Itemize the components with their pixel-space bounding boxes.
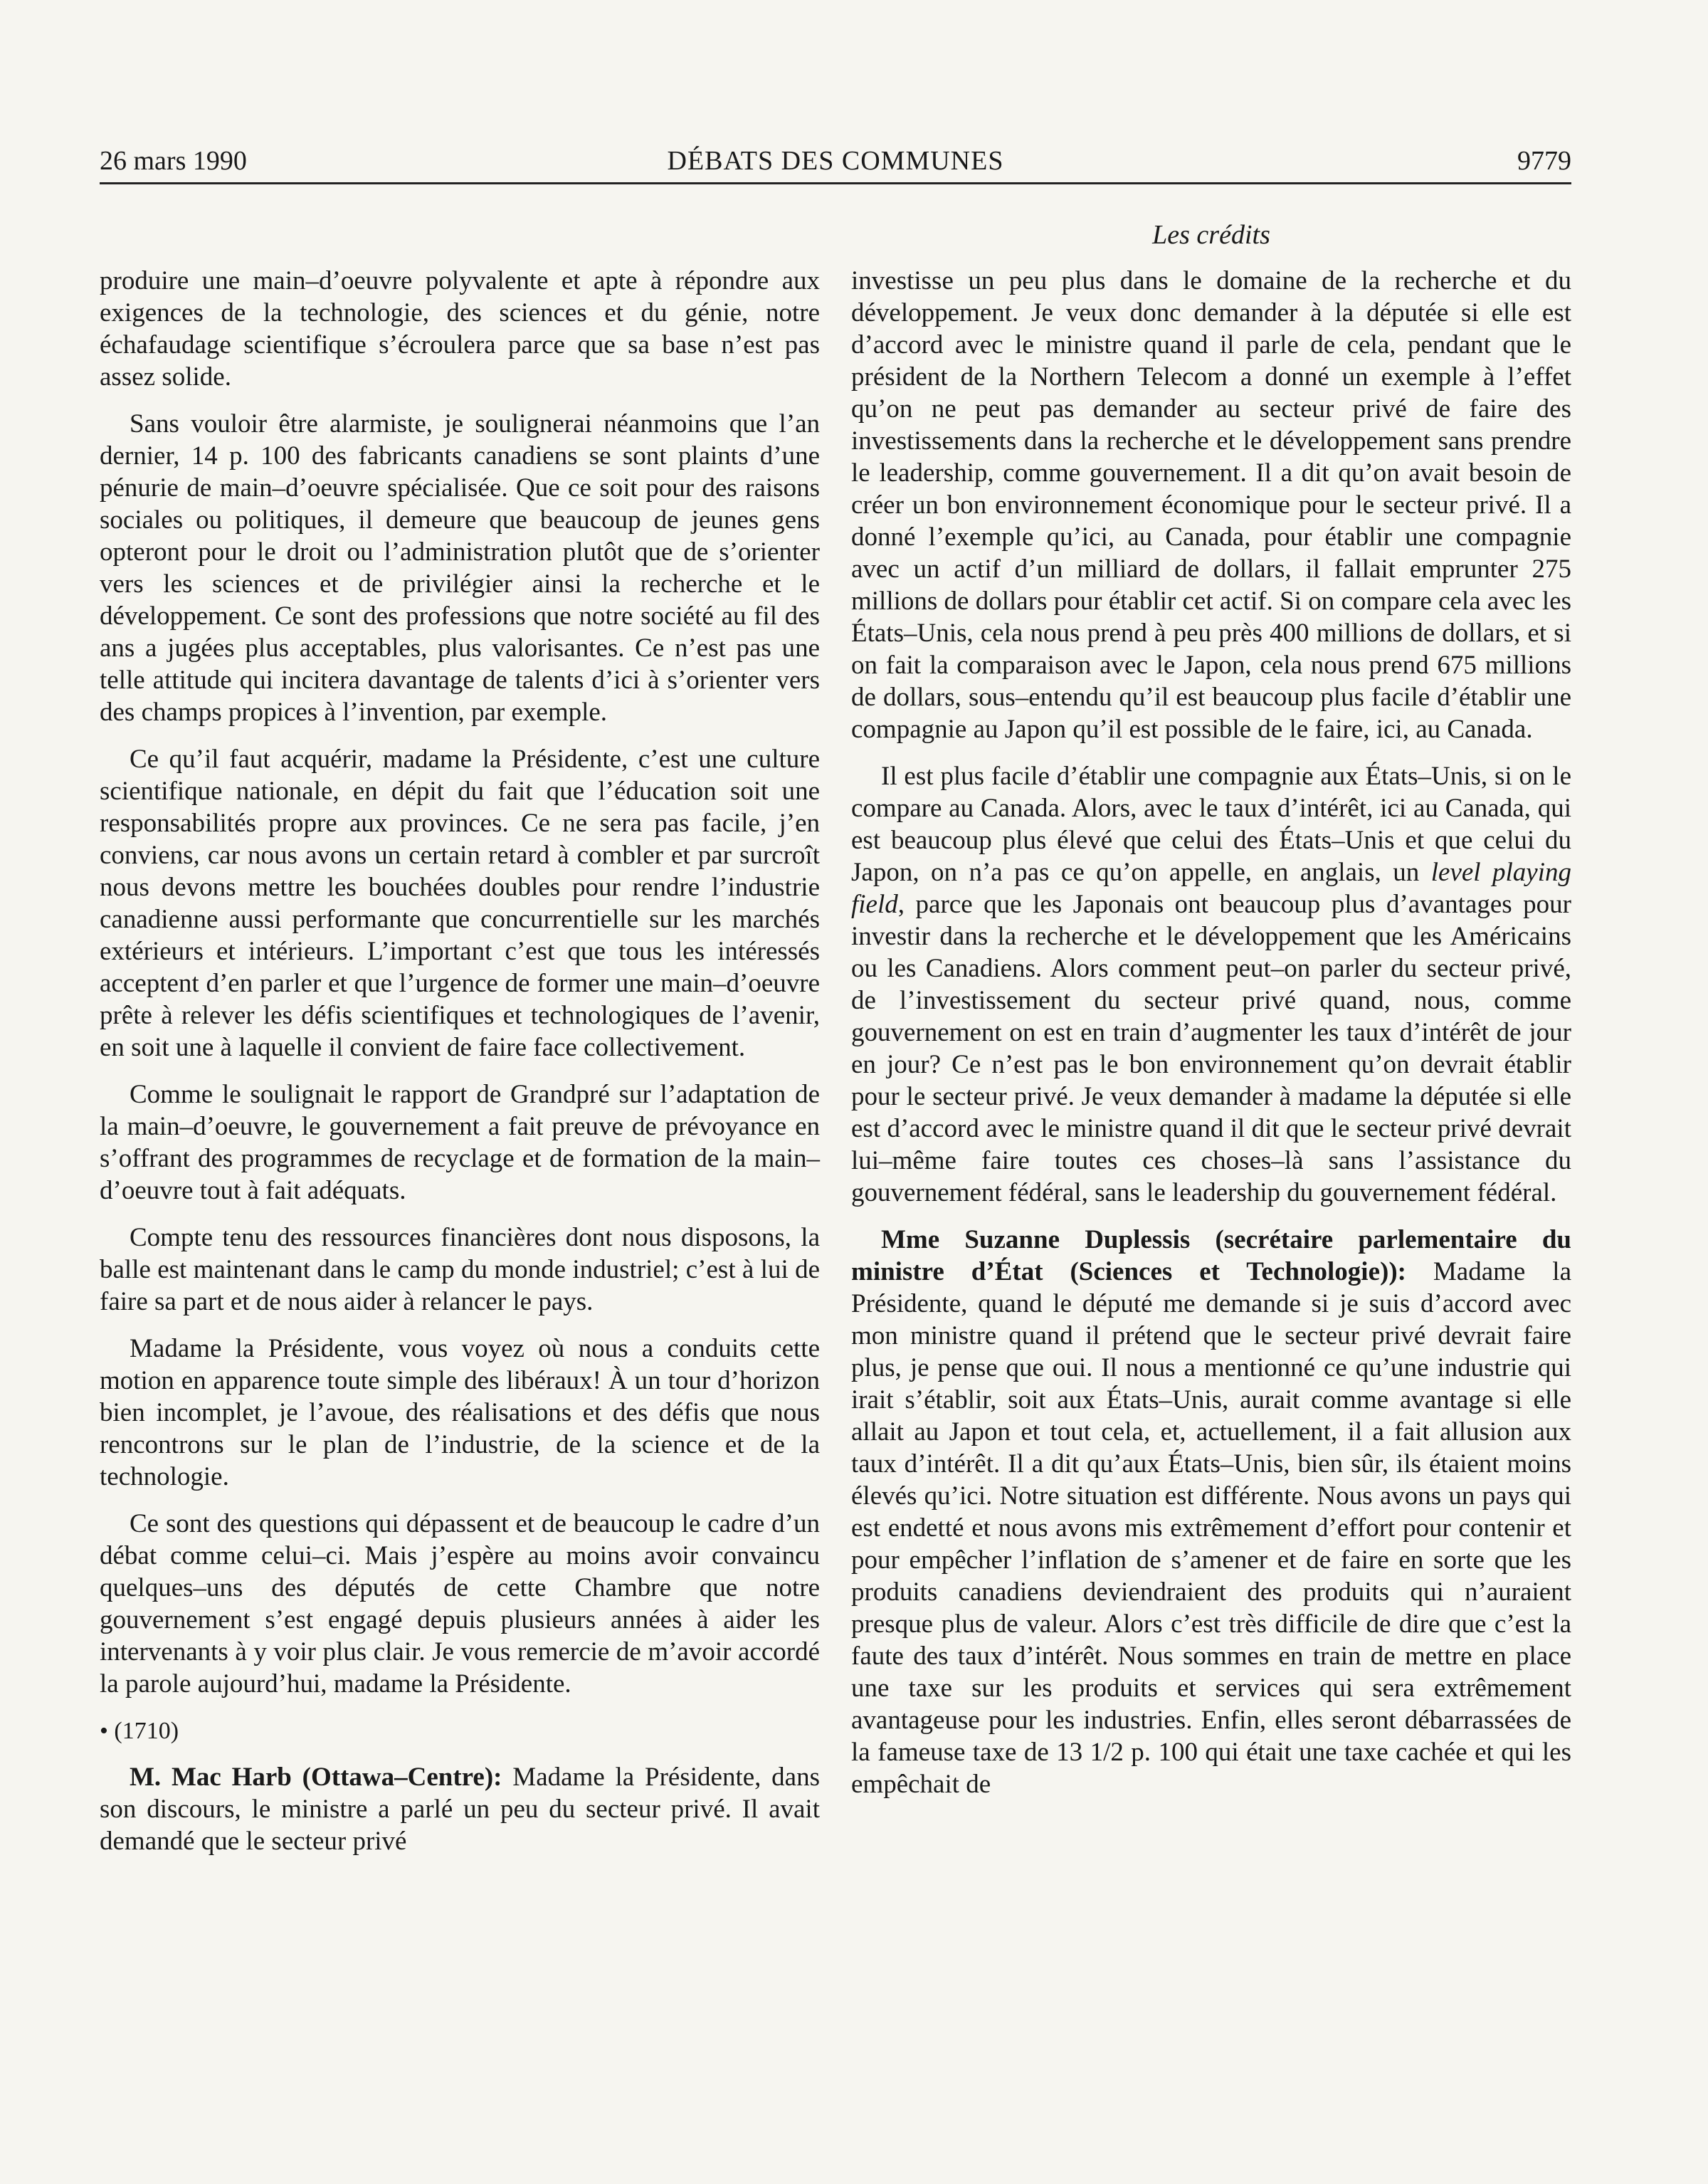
italic-phrase: level playing field	[851, 858, 1571, 919]
section-title: Les crédits	[1152, 220, 1270, 250]
paragraph: Compte tenu des ressources financières dont nous disposons, la balle est maintenant dans le camp du monde industriel; c’est à lui de faire sa part et de nous aider à relancer le pays.	[100, 1223, 820, 1316]
paragraph: Comme le soulignait le rapport de Grandpré sur l’adaptation de la main–d’oeuvre, le gouvernement a fait preuve de prévoyance en s’offrant des programmes de recyclage et de formation de la main–d’oeuvre tout à fait adéquats.	[100, 1080, 820, 1205]
paragraph: Ce qu’il faut acquérir, madame la Présidente, c’est une culture scientifique nationale, en dépit du fait que l’éducation soit une responsabilités propre aux provinces. Ce ne sera pas facile, j’en conviens, car nous avons un certain retard à combler et par surcroît nous devons mettre les bouchées doubles pour rendre l’industrie canadienne aussi performante que concurrentielle sur les marchés extérieurs et intérieurs. L’important c’est que tous les intéressés acceptent d’en parler et que l’urgence de former une main–d’oeuvre prête à relever les défis scientifiques et technologiques de l’avenir, en soit une à laquelle il convient de faire face collectivement.	[100, 745, 820, 1062]
paragraph: Madame la Présidente, vous voyez où nous a conduits cette motion en apparence toute simple des libéraux! À un tour d’horizon bien incomplet, je l’avoue, des réalisations et des défis que nous rencontrons sur le plan de l’industrie, de la science et de la technologie.	[100, 1334, 820, 1491]
paragraph: investisse un peu plus dans le domaine de la recherche et du développement. Je veux donc demander à la députée si elle est d’accord avec le ministre quand il parle de cela, pendant que le président de la Northern Telecom a donné un exemple à l’effet qu’on ne peut pas demander au secteur privé de faire des investissements dans la recherche et le développement sans prendre le leadership, comme gouvernement. Il a dit qu’on avait besoin de créer un bon environnement économique pour le secteur privé. Il a donné l’exemple qu’ici, au Canada, pour établir une compagnie avec un actif d’un milliard de dollars, il fallait emprunter 275 millions de dollars pour établir cet actif. Si on compare cela avec les États–Unis, cela nous prend à peu près 400 millions de dollars, et si on fait la comparaison avec le Japon, cela nous prend 675 millions de dollars, sous–entendu qu’il est beaucoup plus facile d’établir une compagnie au Japon qu’il est possible de le faire, ici, au Canada.	[851, 266, 1571, 744]
text-run: Il est plus facile d’établir une compagnie aux États–Unis, si on le compare au Canada. Alors, avec le taux d’intérêt, ici au Canada, qui est beaucoup plus élevé que celui des États–Unis et que celui du Japon, on n’a pas ce qu’on appelle, en anglais, un	[851, 762, 1571, 887]
speaker-text: Madame la Présidente, quand le député me demande si je suis d’accord avec mon ministre quand il prétend que le secteur privé devrait faire plus, je pense que oui. Il nous a mentionné ce qu’une industrie qui irait s’établir, soit aux États–Unis, aurait comme avantage si elle allait au Japon et tout cela, et, actuellement, il a fait allusion aux taux d’intérêt. Il a dit qu’aux États–Unis, bien sûr, ils étaient moins élevés qu’ici. Notre situation est différente. Nous avons un pays qui est endetté et nous avons mis extrêmement d’effort pour contenir et pour empêcher l’inflation de s’amener et de faire en sorte que les produits canadiens deviendraient des produits qui n’auraient presque plus de valeur. Alors c’est très difficile de dire que c’est la faute des taux d’intérêt. Nous sommes en train de mettre en place une taxe sur les produits et services qui sera extrêmement avantageuse pour les industries. Enfin, elles seront débarrassées de la fameuse taxe de 13 1/2 p. 100 qui était une taxe cachée et qui les empêchait de	[851, 1257, 1571, 1799]
speaker-paragraph	[100, 1761, 820, 1857]
paragraph: produire une main–d’oeuvre polyvalente et apte à répondre aux exigences de la technologie, des sciences et du génie, notre échafaudage scientifique s’écroulera parce que sa base n’est pas assez solide.	[100, 266, 820, 392]
text-run: , parce que les Japonais ont beaucoup plus d’avantages pour investir dans la recherche et le développement que les Américains ou les Canadiens. Alors comment peut–on parler du secteur privé, de l’investissement du secteur privé quand, nous, comme gouvernement on est en train d’augmenter les taux d’intérêt de jour en jour? Ce n’est pas le bon environnement qu’on devrait établir pour le secteur privé. Je veux demander à madame la députée si elle est d’accord avec le ministre quand il dit que le secteur privé devrait lui–même faire toutes ces choses–là sans l’assistance du gouvernement fédéral, sans le leadership du gouvernement fédéral.	[851, 890, 1571, 1207]
speaker-paragraph	[851, 1224, 1571, 1800]
speaker-name: Mme Suzanne Duplessis (secrétaire parlementaire du ministre d’État (Sciences et Technologie)):	[851, 1225, 1571, 1286]
header-date: 26 mars 1990	[100, 146, 247, 176]
speaker-text: Madame la Présidente, dans son discours, le ministre a parlé un peu du secteur privé. Il avait demandé que le secteur privé	[100, 1763, 821, 1856]
time-marker: • (1710)	[100, 1718, 179, 1744]
left-column	[100, 265, 820, 1872]
paragraph: Ce sont des questions qui dépassent et de beaucoup le cadre d’un débat comme celui–ci. Mais j’espère au moins avoir convaincu quelques–uns des députés de cette Chambre que notre gouvernement s’est engagé depuis plusieurs années à aider les intervenants à y voir plus clair. Je vous remercie de m’avoir accordé la parole aujourd’hui, madame la Présidente.	[100, 1509, 820, 1699]
right-column	[851, 265, 1571, 1815]
paragraph	[851, 760, 1571, 1209]
header-page-number: 9779	[1517, 146, 1571, 176]
page-header	[100, 140, 1571, 184]
paragraph: Sans vouloir être alarmiste, je soulignerai néanmoins que l’an dernier, 14 p. 100 des fabricants canadiens se sont plaints d’une pénurie de main–d’oeuvre spécialisée. Que ce soit pour des raisons sociales ou politiques, il demeure que beaucoup de jeunes gens opteront pour le droit ou l’administration plutôt que de s’orienter vers les sciences et de privilégier ainsi la recherche et le développement. Ce sont des professions que notre société au fil des ans a jugées plus acceptables, plus valorisantes. Ce n’est pas une telle attitude qui incitera davantage de talents d’ici à s’orienter vers des champs propices à l’invention, par exemple.	[100, 409, 820, 727]
speaker-name: M. Mac Harb (Ottawa–Centre):	[130, 1763, 502, 1792]
header-publication: DÉBATS DES COMMUNES	[667, 146, 1004, 176]
